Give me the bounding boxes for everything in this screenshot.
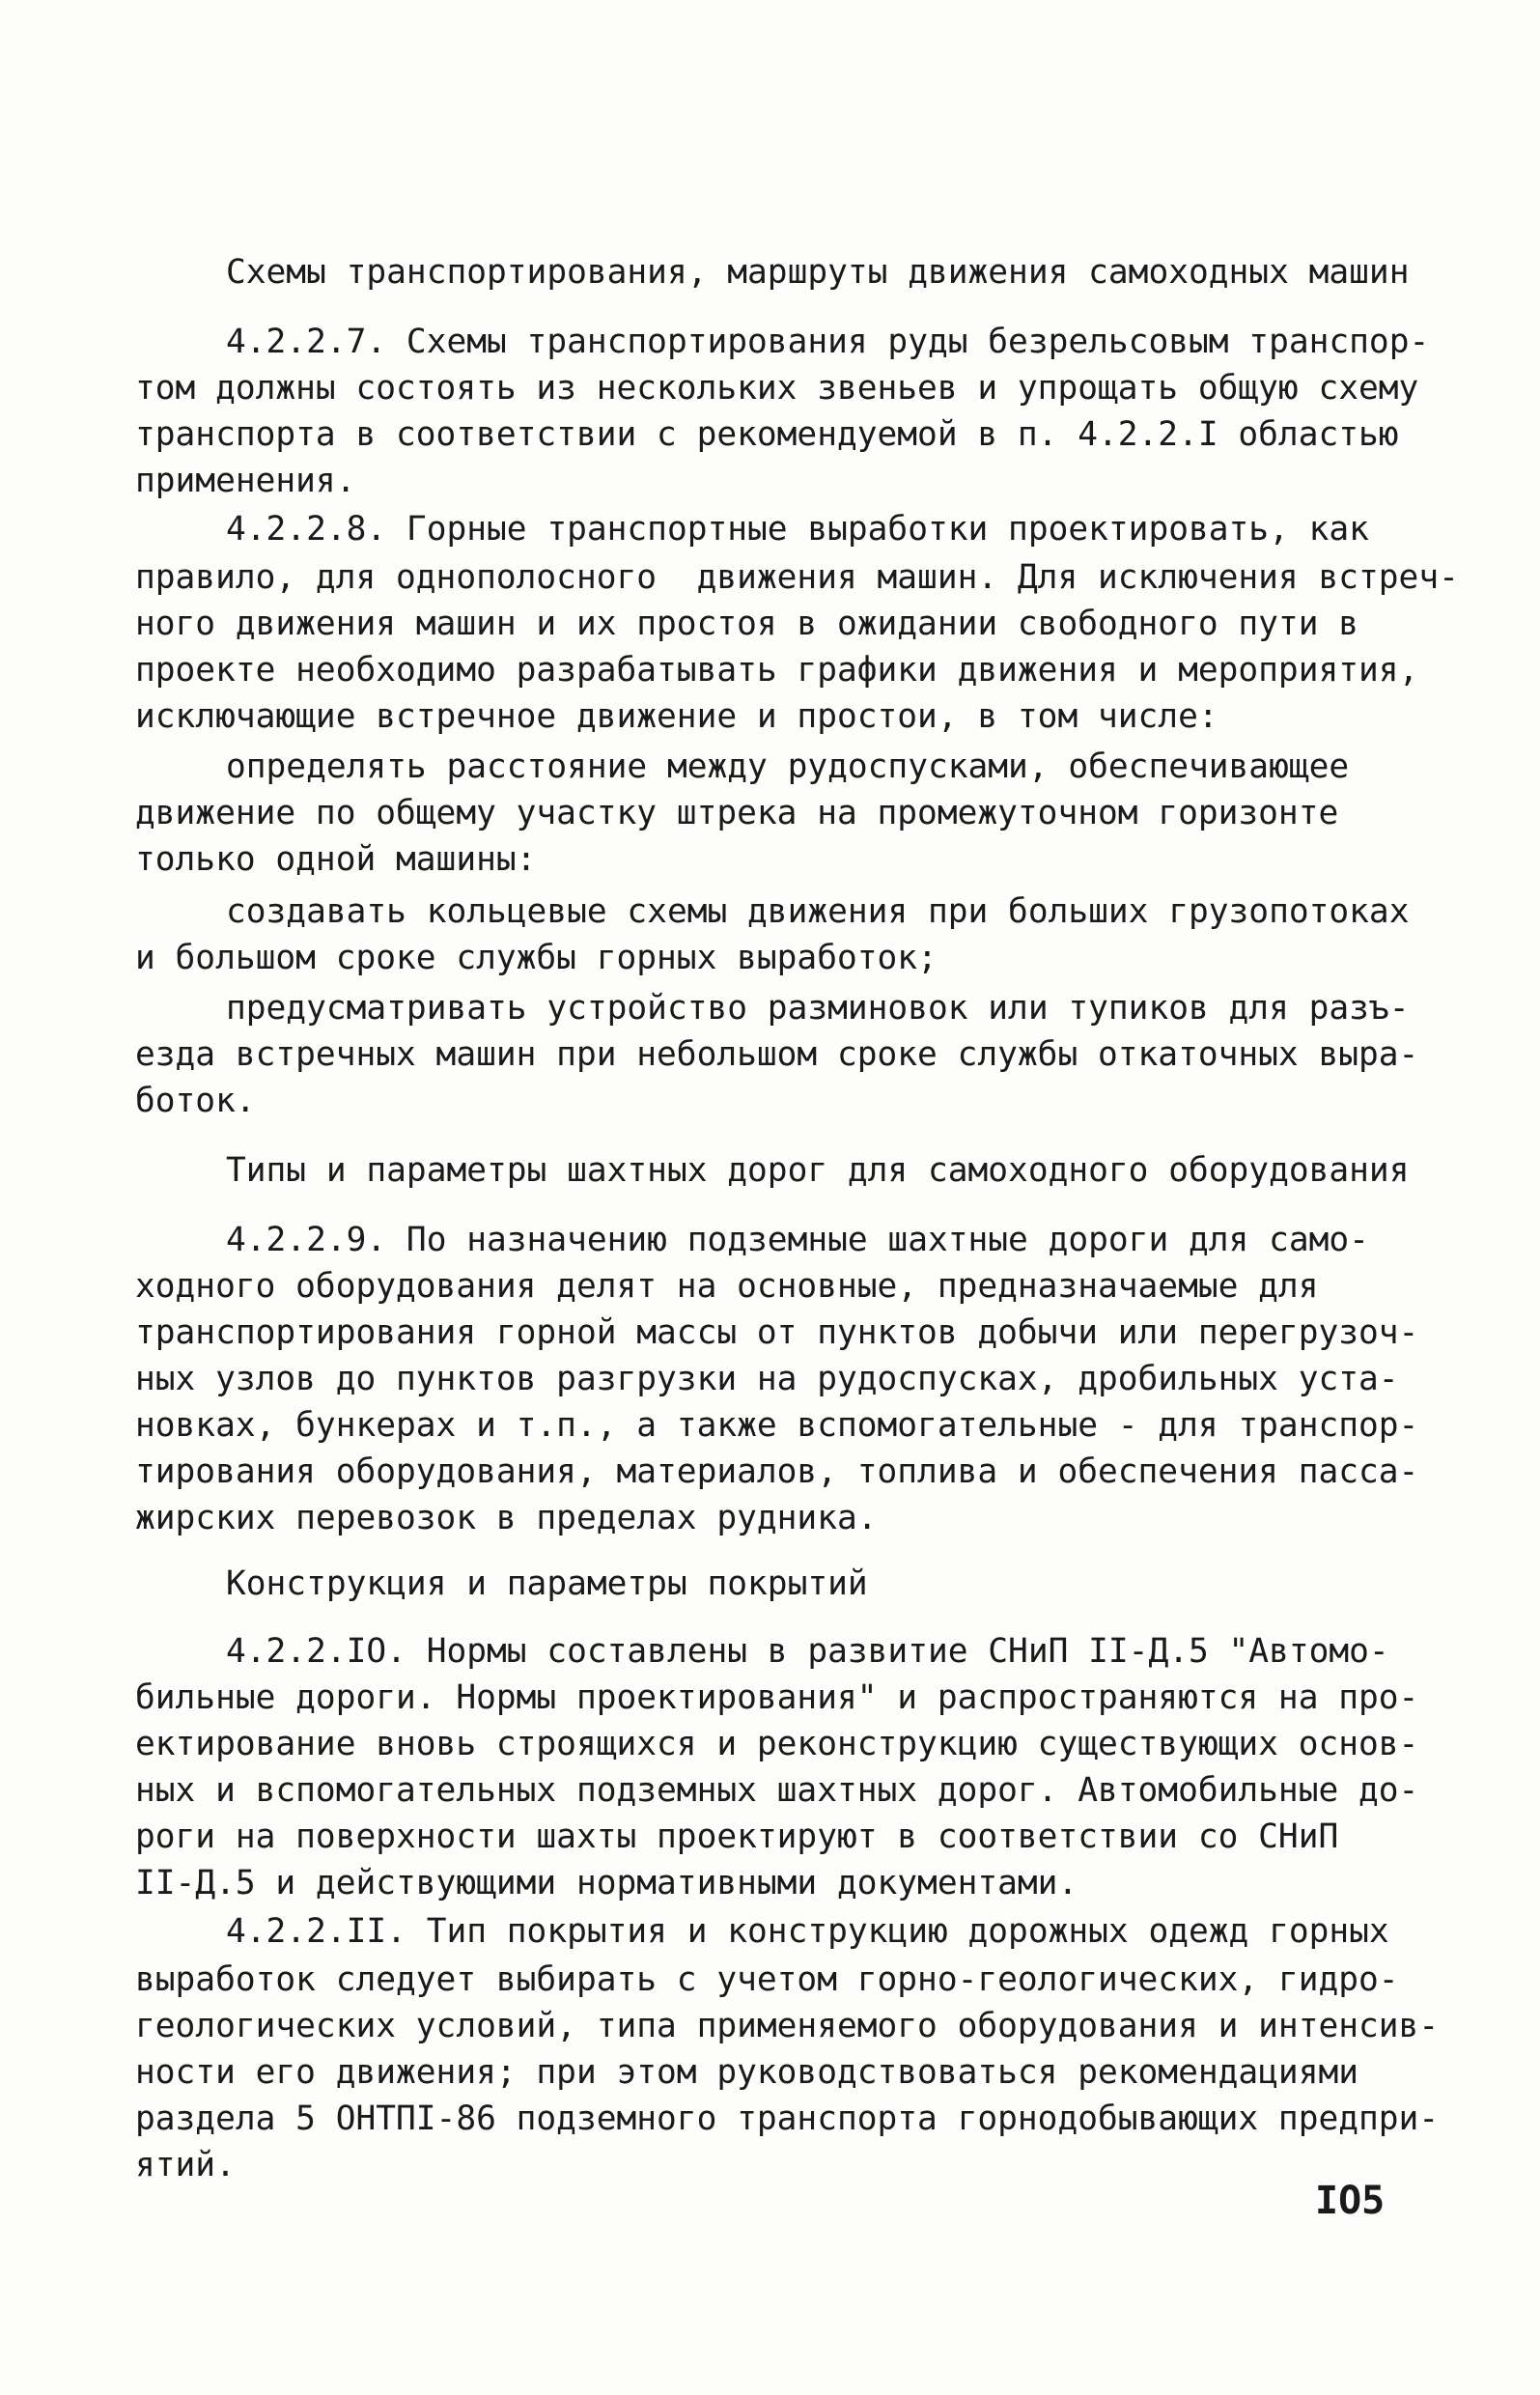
text-line: 4.2.2.7. Схемы транспортирования руды безрельсовым транспор-	[226, 323, 1430, 361]
text-line: транспортирования горной массы от пунктов добычи или перегрузоч-	[135, 1313, 1419, 1352]
section-heading-transport-schemes: Схемы транспортирования, маршруты движения самоходных машин	[226, 253, 1410, 292]
text-line: ных и вспомогательных подземных шахтных дорог. Автомобильные до-	[135, 1771, 1419, 1810]
text-line: применения.	[135, 462, 356, 500]
text-line: транспорта в соответствии с рекомендуемой в п. 4.2.2.I областью	[135, 415, 1399, 454]
text-line: том должны состоять из нескольких звеньев и упрощать общую схему	[135, 369, 1419, 408]
text-line: ных узлов до пунктов разгрузки на рудоспусках, дробильных уста-	[135, 1360, 1399, 1398]
text-line: ного движения машин и их простоя в ожидании свободного пути в	[135, 605, 1359, 643]
text-line: и большом сроке службы горных выработок;	[135, 939, 938, 977]
text-line: раздела 5 ОНТПI-86 подземного транспорта горнодобывающих предпри-	[135, 2099, 1440, 2138]
text-line: 4.2.2.II. Тип покрытия и конструкцию дорожных одежд горных	[226, 1912, 1389, 1951]
text-line: боток.	[135, 1082, 256, 1120]
page-number: IO5	[1315, 2179, 1386, 2223]
text-line: исключающие встречное движение и простои, в том числе:	[135, 697, 1218, 736]
text-line: езда встречных машин при небольшом сроке службы откаточных выра-	[135, 1035, 1419, 1074]
text-line: ности его движения; при этом руководствоваться рекомендациями	[135, 2053, 1359, 2092]
text-line: геологических условий, типа применяемого оборудования и интенсив-	[135, 2007, 1440, 2045]
text-line: выработок следует выбирать с учетом горно-геологических, гидро-	[135, 1960, 1399, 1999]
text-line: определять расстояние между рудоспусками, обеспечивающее	[226, 747, 1350, 786]
text-line: роги на поверхности шахты проектируют в соответствии со СНиП	[135, 1817, 1339, 1856]
text-line: ятий.	[135, 2146, 236, 2184]
text-line: новках, бункерах и т.п., а также вспомогательные - для транспор-	[135, 1406, 1419, 1445]
text-line: 4.2.2.8. Горные транспортные выработки проектировать, как	[226, 510, 1369, 549]
section-heading-pavements: Конструкция и параметры покрытий	[226, 1564, 868, 1603]
text-line: создавать кольцевые схемы движения при больших грузопотоках	[226, 892, 1410, 931]
text-line: бильные дороги. Нормы проектирования" и распространяются на про-	[135, 1678, 1419, 1717]
text-line: предусматривать устройство разминовок или тупиков для разъ-	[226, 989, 1410, 1028]
text-line: тирования оборудования, материалов, топлива и обеспечения пасса-	[135, 1452, 1419, 1491]
text-line: ходного оборудования делят на основные, предназначаемые для	[135, 1267, 1319, 1306]
text-line: 4.2.2.IO. Нормы составлены в развитие СНиП II-Д.5 "Автомо-	[226, 1632, 1389, 1671]
text-line: движение по общему участку штрека на промежуточном горизонте	[135, 794, 1339, 832]
text-line: II-Д.5 и действующими нормативными документами.	[135, 1864, 1078, 1902]
section-heading-mine-roads: Типы и параметры шахтных дорог для самоходного оборудования	[226, 1151, 1410, 1190]
text-line: правило, для однополосного движения машин. Для исключения встреч-	[135, 558, 1459, 597]
text-line: 4.2.2.9. По назначению подземные шахтные дороги для само-	[226, 1221, 1369, 1259]
text-line: только одной машины:	[135, 840, 537, 879]
text-line: ектирование вновь строящихся и реконструкцию существующих основ-	[135, 1725, 1419, 1763]
text-line: проекте необходимо разрабатывать графики движения и мероприятия,	[135, 651, 1419, 690]
text-line: жирских перевозок в пределах рудника.	[135, 1499, 878, 1537]
